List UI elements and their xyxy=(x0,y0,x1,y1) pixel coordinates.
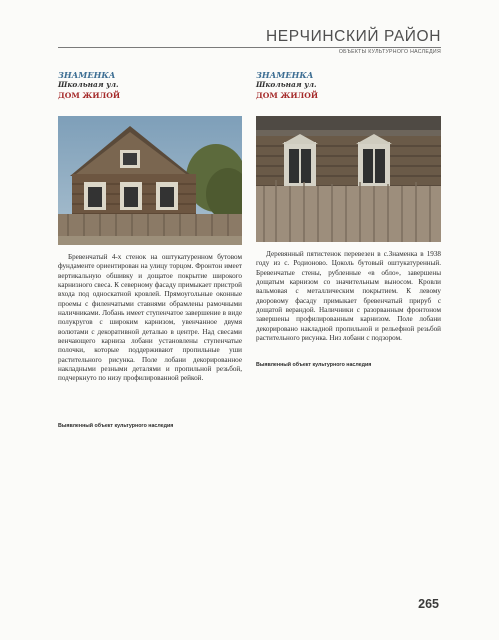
page-number: 265 xyxy=(418,597,439,611)
street-name: Школьная ул. xyxy=(256,80,317,89)
region-title: НЕРЧИНСКИЙ РАЙОН xyxy=(266,28,441,45)
object-name: ДОМ ЖИЛОЙ xyxy=(256,91,319,100)
section-subtitle: ОБЪЕКТЫ КУЛЬТУРНОГО НАСЛЕДИЯ xyxy=(338,48,441,55)
entry-right-heading xyxy=(256,70,431,101)
description-left: Бревенчатый 4-х стенок на оштукатуренном бутовом фундаменте ориентирован на улицу торцом. Фронтон имеет вертикальную обшивку и дощатое покрытие широкого карнизного свеса. К северному фасаду примыкает пристрой входа под односкатной кровлей. Прямоугольные оконные проемы с филенчатыми ставнями обрамлены рамочными наличниками. Лобань имеет ступенчатое завершение в виде полукругов с широким карнизом, увенчанное двумя волютами с декоративной деталью в центре. Над свесами венчающего карниза лобани установлены ступенчатые полочки, которые поддерживают пропильные уши растительного рисунка. Поле лобани декорированное накладными резными деталями и пропильной резьбой, подчеркнуто по низу профилированной рейкой. xyxy=(58,253,242,383)
street-name: Школьная ул. xyxy=(58,80,119,89)
entry-left-heading xyxy=(58,70,233,101)
status-right: Выявленный объект культурного наследия xyxy=(256,362,372,368)
house-photo-left xyxy=(58,116,242,245)
village-name: ЗНАМЕНКА xyxy=(58,70,116,80)
object-name: ДОМ ЖИЛОЙ xyxy=(58,91,121,100)
description-right: Деревянный пятистенок перевезен в с.Знаменка в 1938 году из с. Родионово. Цоколь бутовый оштукатуренный. Бревенчатые стены, рубленные «в обло», завершены дощатым карнизом со значительным выносом. Кровли вальмовая с металлическим покрытием. К левому дворовому фасаду примыкает бревенчатый прируб с дощатой верандой. Наличники с разорванным фронтоном завершены профилированным карнизом. Поле лобани декорировано накладной пропильной и рельефной резьбой растительного рисунка. Низ лобани с подзором. xyxy=(256,250,441,343)
house-photo-right xyxy=(256,116,441,242)
village-name: ЗНАМЕНКА xyxy=(256,70,314,80)
status-left: Выявленный объект культурного наследия xyxy=(58,423,174,429)
